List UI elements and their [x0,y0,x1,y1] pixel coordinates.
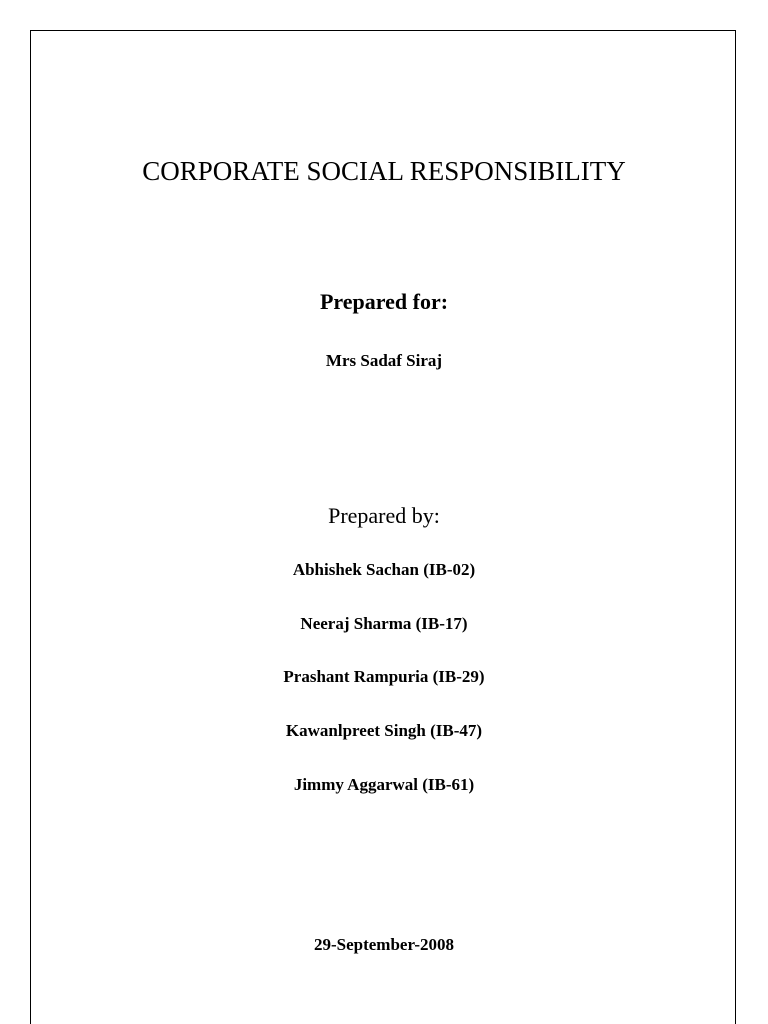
prepared-for-heading: Prepared for: [319,289,449,314]
author-name: Abhishek Sachan (IB-02) [292,560,476,579]
document-title: CORPORATE SOCIAL RESPONSIBILITY [142,156,626,186]
prepared-by-heading: Prepared by: [328,503,440,528]
document-date: 29-September-2008 [313,935,455,954]
author-name: Prashant Rampuria (IB-29) [283,667,485,686]
author-name: Jimmy Aggarwal (IB-61) [293,775,475,794]
author-name: Neeraj Sharma (IB-17) [300,614,468,633]
recipient-name: Mrs Sadaf Siraj [325,351,443,370]
author-name: Kawanlpreet Singh (IB-47) [285,721,483,740]
